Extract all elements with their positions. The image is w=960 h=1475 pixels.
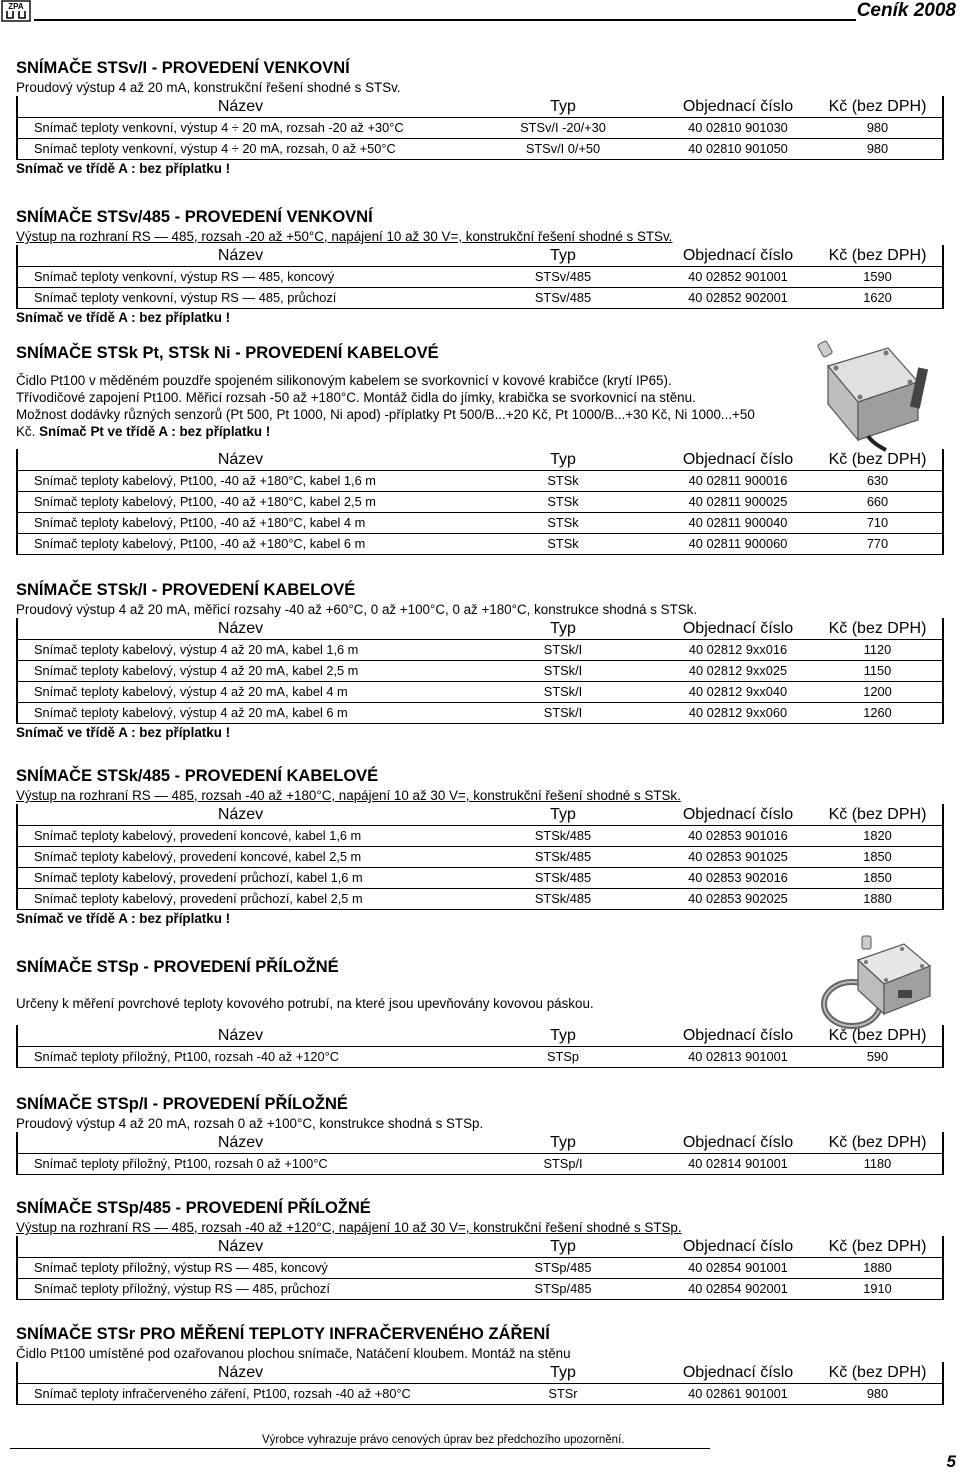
column-header-name: Název xyxy=(17,1025,463,1047)
page-header xyxy=(0,0,960,22)
cell-order: 40 02854 902001 xyxy=(663,1279,813,1300)
price-table xyxy=(16,1025,944,1068)
cable-sensor-box-image xyxy=(806,338,932,454)
cell-price: 1850 xyxy=(813,868,943,889)
footer-disclaimer: Výrobce vyhrazuje právo cenových úprav bez předchozího upozornění. xyxy=(262,1434,625,1446)
column-header-type: Typ xyxy=(463,245,663,267)
svg-text:ZPA: ZPA xyxy=(8,2,24,11)
cell-name: Snímač teploty kabelový, Pt100, -40 až +180°C, kabel 1,6 m xyxy=(17,471,463,492)
column-header-order: Objednací číslo xyxy=(663,1025,813,1047)
cell-price: 1200 xyxy=(813,682,943,703)
table-row xyxy=(17,868,943,889)
cell-name: Snímač teploty kabelový, výstup 4 až 20 mA, kabel 2,5 m xyxy=(17,661,463,682)
cell-name: Snímač teploty venkovní, výstup RS — 485, průchozí xyxy=(17,288,463,309)
section-title: SNÍMAČE STSk Pt, STSk Ni - PROVEDENÍ KABELOVÉ xyxy=(16,344,439,362)
cell-price: 1910 xyxy=(813,1279,943,1300)
table-row xyxy=(17,826,943,847)
section-title: SNÍMAČE STSv/485 - PROVEDENÍ VENKOVNÍ xyxy=(16,208,373,226)
section-description: Výstup na rozhraní RS — 485, rozsah -20 až +50°C, napájení 10 až 30 V=, konstrukční řešení shodné s STSv. xyxy=(16,229,673,244)
section-description-2: Třívodičové zapojení Pt100. Měřicí rozsah -50 až +180°C. Montáž čidla do jímky, krabička se svorkovnicí na stěnu. xyxy=(16,390,696,405)
column-header-price: Kč (bez DPH) xyxy=(813,449,943,471)
cell-name: Snímač teploty příložný, Pt100, rozsah -40 až +120°C xyxy=(17,1047,463,1068)
cell-name: Snímač teploty kabelový, provedení průchozí, kabel 1,6 m xyxy=(17,868,463,889)
cell-price: 1850 xyxy=(813,847,943,868)
column-header-price: Kč (bez DPH) xyxy=(813,804,943,826)
price-table xyxy=(16,1236,944,1300)
section-description-1: Čidlo Pt100 v měděném pouzdře spojeném silikonovým kabelem se svorkovnicí v kovové krabičce (krytí IP65). xyxy=(16,373,672,388)
table-row xyxy=(17,847,943,868)
table-header-row xyxy=(17,804,943,826)
column-header-type: Typ xyxy=(463,96,663,118)
column-header-name: Název xyxy=(17,96,463,118)
cell-name: Snímač teploty příložný, výstup RS — 485, průchozí xyxy=(17,1279,463,1300)
column-header-name: Název xyxy=(17,618,463,640)
cell-price: 1150 xyxy=(813,661,943,682)
cell-type: STSr xyxy=(463,1384,663,1405)
column-header-type: Typ xyxy=(463,1025,663,1047)
column-header-name: Název xyxy=(17,1362,463,1384)
column-header-order: Objednací číslo xyxy=(663,449,813,471)
column-header-order: Objednací číslo xyxy=(663,1132,813,1154)
section-title: SNÍMAČE STSk/485 - PROVEDENÍ KABELOVÉ xyxy=(16,767,379,785)
cell-order: 40 02861 901001 xyxy=(663,1384,813,1405)
cell-type: STSv/I 0/+50 xyxy=(463,139,663,160)
table-header-row xyxy=(17,96,943,118)
cell-order: 40 02852 902001 xyxy=(663,288,813,309)
table-header-row xyxy=(17,1132,943,1154)
column-header-order: Objednací číslo xyxy=(663,245,813,267)
cell-type: STSv/I -20/+30 xyxy=(463,118,663,139)
cell-price: 1620 xyxy=(813,288,943,309)
section-stsk-i xyxy=(16,580,942,741)
section-description: Čidlo Pt100 umístěné pod ozařovanou plochou snímače, Natáčení kloubem. Montáž na stěnu xyxy=(16,1346,571,1361)
column-header-price: Kč (bez DPH) xyxy=(813,1132,943,1154)
footer-rule xyxy=(10,1448,710,1449)
section-title: SNÍMAČE STSk/I - PROVEDENÍ KABELOVÉ xyxy=(16,581,356,599)
section-stsr xyxy=(16,1324,942,1405)
section-title: SNÍMAČE STSr PRO MĚŘENÍ TEPLOTY INFRAČERVENÉHO ZÁŘENÍ xyxy=(16,1325,550,1343)
cell-order: 40 02812 9xx025 xyxy=(663,661,813,682)
cell-order: 40 02812 9xx040 xyxy=(663,682,813,703)
column-header-type: Typ xyxy=(463,1236,663,1258)
table-row xyxy=(17,640,943,661)
column-header-order: Objednací číslo xyxy=(663,618,813,640)
table-row xyxy=(17,534,943,555)
section-note: Snímač ve třídě A : bez příplatku ! xyxy=(16,310,231,325)
table-row xyxy=(17,1384,943,1405)
cell-order: 40 02813 901001 xyxy=(663,1047,813,1068)
cell-name: Snímač teploty kabelový, Pt100, -40 až +180°C, kabel 6 m xyxy=(17,534,463,555)
column-header-order: Objednací číslo xyxy=(663,96,813,118)
section-stsv-485 xyxy=(16,207,942,326)
cell-type: STSk xyxy=(463,534,663,555)
section-title: SNÍMAČE STSv/I - PROVEDENÍ VENKOVNÍ xyxy=(16,59,350,77)
cell-type: STSk/485 xyxy=(463,868,663,889)
cell-name: Snímač teploty venkovní, výstup 4 ÷ 20 mA, rozsah, 0 až +50°C xyxy=(17,139,463,160)
table-row xyxy=(17,1154,943,1175)
column-header-price: Kč (bez DPH) xyxy=(813,1236,943,1258)
table-row xyxy=(17,118,943,139)
cell-type: STSp xyxy=(463,1047,663,1068)
cell-type: STSk xyxy=(463,513,663,534)
cell-name: Snímač teploty příložný, Pt100, rozsah 0 až +100°C xyxy=(17,1154,463,1175)
column-header-price: Kč (bez DPH) xyxy=(813,245,943,267)
cell-type: STSk/I xyxy=(463,640,663,661)
cell-order: 40 02811 900060 xyxy=(663,534,813,555)
column-header-type: Typ xyxy=(463,1362,663,1384)
table-header-row xyxy=(17,1025,943,1047)
page-number: 5 xyxy=(946,1452,956,1471)
cell-price: 1590 xyxy=(813,267,943,288)
cell-name: Snímač teploty infračerveného záření, Pt100, rozsah -40 až +80°C xyxy=(17,1384,463,1405)
section-description-3 xyxy=(16,406,776,440)
price-table xyxy=(16,1132,944,1175)
cell-price: 980 xyxy=(813,1384,943,1405)
cell-order: 40 02854 901001 xyxy=(663,1258,813,1279)
section-description: Výstup na rozhraní RS — 485, rozsah -40 až +180°C, napájení 10 až 30 V=, konstrukční řešení shodné s STSk. xyxy=(16,788,681,803)
column-header-order: Objednací číslo xyxy=(663,804,813,826)
price-table xyxy=(16,449,944,555)
cell-order: 40 02853 902016 xyxy=(663,868,813,889)
column-header-name: Název xyxy=(17,245,463,267)
cell-name: Snímač teploty kabelový, výstup 4 až 20 mA, kabel 1,6 m xyxy=(17,640,463,661)
cell-price: 1820 xyxy=(813,826,943,847)
cell-name: Snímač teploty venkovní, výstup 4 ÷ 20 mA, rozsah -20 až +30°C xyxy=(17,118,463,139)
table-row xyxy=(17,1047,943,1068)
column-header-name: Název xyxy=(17,804,463,826)
section-title: SNÍMAČE STSp/485 - PROVEDENÍ PŘÍLOŽNÉ xyxy=(16,1199,371,1217)
table-header-row xyxy=(17,449,943,471)
cell-order: 40 02811 900016 xyxy=(663,471,813,492)
cell-type: STSk/I xyxy=(463,703,663,724)
section-description: Proudový výstup 4 až 20 mA, konstrukční řešení shodné s STSv. xyxy=(16,80,401,95)
cell-type: STSp/485 xyxy=(463,1279,663,1300)
section-stsv-i xyxy=(16,58,942,177)
cell-type: STSv/485 xyxy=(463,288,663,309)
section-title: SNÍMAČE STSp/I - PROVEDENÍ PŘÍLOŽNÉ xyxy=(16,1095,348,1113)
price-table xyxy=(16,1362,944,1405)
section-stsk xyxy=(16,343,942,555)
column-header-price: Kč (bez DPH) xyxy=(813,96,943,118)
table-row xyxy=(17,471,943,492)
cell-type: STSk/I xyxy=(463,682,663,703)
table-row xyxy=(17,267,943,288)
cell-type: STSk/485 xyxy=(463,847,663,868)
cell-name: Snímač teploty kabelový, výstup 4 až 20 mA, kabel 6 m xyxy=(17,703,463,724)
section-description: Proudový výstup 4 až 20 mA, rozsah 0 až +100°C, konstrukce shodná s STSp. xyxy=(16,1116,484,1131)
cell-price: 1880 xyxy=(813,889,943,910)
column-header-name: Název xyxy=(17,449,463,471)
column-header-name: Název xyxy=(17,1236,463,1258)
table-header-row xyxy=(17,1236,943,1258)
section-stsp-485 xyxy=(16,1198,942,1300)
column-header-type: Typ xyxy=(463,618,663,640)
cell-type: STSk/485 xyxy=(463,889,663,910)
table-row xyxy=(17,661,943,682)
column-header-type: Typ xyxy=(463,1132,663,1154)
section-note: Snímač Pt ve třídě A : bez příplatku ! xyxy=(39,424,271,439)
column-header-price: Kč (bez DPH) xyxy=(813,1025,943,1047)
cell-price: 710 xyxy=(813,513,943,534)
section-note: Snímač ve třídě A : bez příplatku ! xyxy=(16,911,231,926)
cell-price: 770 xyxy=(813,534,943,555)
section-note: Snímač ve třídě A : bez příplatku ! xyxy=(16,161,231,176)
cell-order: 40 02811 900025 xyxy=(663,492,813,513)
cell-order: 40 02853 902025 xyxy=(663,889,813,910)
cell-order: 40 02810 901030 xyxy=(663,118,813,139)
price-table xyxy=(16,245,944,309)
table-row xyxy=(17,682,943,703)
price-table xyxy=(16,618,944,724)
column-header-type: Typ xyxy=(463,804,663,826)
column-header-price: Kč (bez DPH) xyxy=(813,618,943,640)
cell-type: STSk xyxy=(463,471,663,492)
cell-price: 980 xyxy=(813,139,943,160)
cell-name: Snímač teploty kabelový, provedení průchozí, kabel 2,5 m xyxy=(17,889,463,910)
table-header-row xyxy=(17,245,943,267)
section-stsp-i xyxy=(16,1094,942,1175)
cell-order: 40 02853 901025 xyxy=(663,847,813,868)
cell-order: 40 02812 9xx060 xyxy=(663,703,813,724)
column-header-type: Typ xyxy=(463,449,663,471)
options-text: Možnost dodávky různých senzorů (Pt 500, Pt 1000, Ni apod) -příplatky Pt 500/B...+20 Kč, Pt 1000/B...+30 Kč, Ni 1000...+50 Kč. xyxy=(16,407,755,439)
cell-type: STSk/485 xyxy=(463,826,663,847)
cell-order: 40 02852 901001 xyxy=(663,267,813,288)
table-header-row xyxy=(17,618,943,640)
table-row xyxy=(17,139,943,160)
cell-order: 40 02812 9xx016 xyxy=(663,640,813,661)
cell-order: 40 02811 900040 xyxy=(663,513,813,534)
cell-price: 1120 xyxy=(813,640,943,661)
cell-order: 40 02814 901001 xyxy=(663,1154,813,1175)
table-row xyxy=(17,513,943,534)
cell-price: 660 xyxy=(813,492,943,513)
cell-name: Snímač teploty kabelový, Pt100, -40 až +180°C, kabel 2,5 m xyxy=(17,492,463,513)
section-description: Proudový výstup 4 až 20 mA, měřicí rozsahy -40 až +60°C, 0 až +100°C, 0 až +180°C, konstrukce shodná s STSk. xyxy=(16,602,698,617)
cell-price: 1880 xyxy=(813,1258,943,1279)
cell-price: 1180 xyxy=(813,1154,943,1175)
column-header-order: Objednací číslo xyxy=(663,1236,813,1258)
cell-order: 40 02810 901050 xyxy=(663,139,813,160)
section-stsk-485 xyxy=(16,766,942,927)
table-row xyxy=(17,288,943,309)
table-row xyxy=(17,1279,943,1300)
cell-type: STSk/I xyxy=(463,661,663,682)
cell-type: STSp/I xyxy=(463,1154,663,1175)
cell-name: Snímač teploty venkovní, výstup RS — 485, koncový xyxy=(17,267,463,288)
cell-name: Snímač teploty kabelový, Pt100, -40 až +180°C, kabel 4 m xyxy=(17,513,463,534)
header-rule xyxy=(34,19,856,21)
column-header-order: Objednací číslo xyxy=(663,1362,813,1384)
price-table xyxy=(16,96,944,160)
cell-name: Snímač teploty příložný, výstup RS — 485, koncový xyxy=(17,1258,463,1279)
cell-type: STSk xyxy=(463,492,663,513)
price-table xyxy=(16,804,944,910)
cell-name: Snímač teploty kabelový, výstup 4 až 20 mA, kabel 4 m xyxy=(17,682,463,703)
section-description: Určeny k měření povrchové teploty kovového potrubí, na které jsou upevňovány kovovou páskou. xyxy=(16,996,594,1011)
table-row xyxy=(17,492,943,513)
cell-price: 980 xyxy=(813,118,943,139)
section-note: Snímač ve třídě A : bez příplatku ! xyxy=(16,725,231,740)
section-description: Výstup na rozhraní RS — 485, rozsah -40 až +120°C, napájení 10 až 30 V=, konstrukční řešení shodné s STSp. xyxy=(16,1220,682,1235)
cell-name: Snímač teploty kabelový, provedení koncové, kabel 2,5 m xyxy=(17,847,463,868)
section-title: SNÍMAČE STSp - PROVEDENÍ PŘÍLOŽNÉ xyxy=(16,958,339,976)
cell-order: 40 02853 901016 xyxy=(663,826,813,847)
cell-price: 630 xyxy=(813,471,943,492)
section-stsp xyxy=(16,957,942,1068)
table-row xyxy=(17,1258,943,1279)
column-header-price: Kč (bez DPH) xyxy=(813,1362,943,1384)
page-title: Ceník 2008 xyxy=(856,0,956,21)
table-row xyxy=(17,889,943,910)
cell-type: STSp/485 xyxy=(463,1258,663,1279)
zpa-logo-icon xyxy=(1,0,31,22)
column-header-name: Název xyxy=(17,1132,463,1154)
table-row xyxy=(17,703,943,724)
cell-type: STSv/485 xyxy=(463,267,663,288)
cell-price: 590 xyxy=(813,1047,943,1068)
cell-price: 1260 xyxy=(813,703,943,724)
table-header-row xyxy=(17,1362,943,1384)
cell-name: Snímač teploty kabelový, provedení koncové, kabel 1,6 m xyxy=(17,826,463,847)
